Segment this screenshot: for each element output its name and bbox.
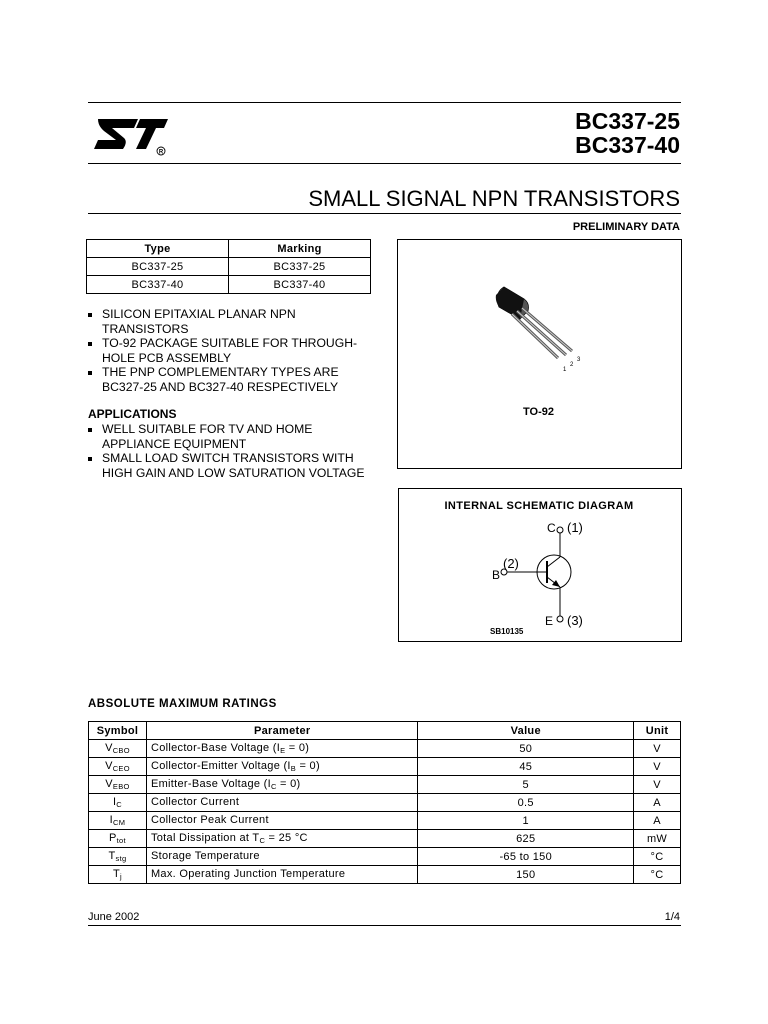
table-row bbox=[89, 794, 681, 812]
marking-header: Marking bbox=[229, 240, 371, 258]
symbol-header: Symbol bbox=[89, 722, 147, 740]
preliminary-data-label: PRELIMINARY DATA bbox=[572, 221, 680, 233]
value-cell: 50 bbox=[418, 740, 634, 758]
footer-rule bbox=[88, 925, 681, 926]
marking-cell: BC337-25 bbox=[229, 258, 371, 276]
parameter-header: Parameter bbox=[146, 722, 418, 740]
to92-package-illustration bbox=[490, 285, 590, 380]
ratings-table bbox=[88, 721, 681, 884]
unit-cell: V bbox=[634, 776, 681, 794]
st-logo-icon bbox=[90, 109, 170, 159]
table-row bbox=[87, 276, 371, 294]
collector-pin-number: (1) bbox=[567, 520, 583, 535]
value-cell: 150 bbox=[418, 866, 634, 884]
parameter-cell: Collector Current bbox=[146, 794, 418, 812]
marking-cell: BC337-40 bbox=[229, 276, 371, 294]
unit-cell: A bbox=[634, 812, 681, 830]
collector-label: C bbox=[547, 521, 556, 535]
list-item: SMALL LOAD SWITCH TRANSISTORS WITH HIGH GAIN AND LOW SATURATION VOLTAGE bbox=[88, 451, 378, 480]
pin-label-1: 1 bbox=[563, 367, 567, 373]
emitter-pin-number: (3) bbox=[567, 613, 583, 628]
unit-cell: A bbox=[634, 794, 681, 812]
list-item: SILICON EPITAXIAL PLANAR NPN TRANSISTORS bbox=[88, 307, 378, 336]
emitter-label: E bbox=[545, 614, 554, 628]
value-cell: 45 bbox=[418, 758, 634, 776]
symbol-cell: $V_{EBO}$ bbox=[89, 776, 147, 794]
parameter-cell: Collector-Base Voltage $(I_E = 0)$ bbox=[146, 740, 418, 758]
type-header: Type bbox=[87, 240, 229, 258]
package-label: TO-92 bbox=[523, 406, 554, 418]
value-cell: 1 bbox=[418, 812, 634, 830]
unit-header: Unit bbox=[634, 722, 681, 740]
unit-cell: °C bbox=[634, 866, 681, 884]
base-label: B bbox=[492, 568, 501, 582]
svg-text:R: R bbox=[158, 149, 164, 156]
symbol-cell: $I_{CM}$ bbox=[89, 812, 147, 830]
list-item: TO-92 PACKAGE SUITABLE FOR THROUGH-HOLE PCB ASSEMBLY bbox=[88, 336, 378, 365]
parameter-cell: Max. Operating Junction Temperature bbox=[146, 866, 418, 884]
part-number-2: BC337-40 bbox=[575, 132, 680, 158]
symbol-cell: $I_C$ bbox=[89, 794, 147, 812]
unit-cell: V bbox=[634, 758, 681, 776]
applications-list bbox=[88, 422, 378, 480]
page-title: SMALL SIGNAL NPN TRANSISTORS bbox=[308, 186, 680, 211]
type-marking-table bbox=[86, 239, 371, 294]
symbol-cell: $V_{CBO}$ bbox=[89, 740, 147, 758]
symbol-cell: $P_{tot}$ bbox=[89, 830, 147, 848]
table-row bbox=[89, 758, 681, 776]
value-cell: 0.5 bbox=[418, 794, 634, 812]
parameter-cell: Total Dissipation at $T_C = 25$ °C bbox=[146, 830, 418, 848]
part-number-1: BC337-25 bbox=[575, 108, 680, 134]
features-list bbox=[88, 307, 378, 395]
pin-label-2: 2 bbox=[570, 362, 574, 368]
value-header: Value bbox=[418, 722, 634, 740]
schematic-title: INTERNAL SCHEMATIC DIAGRAM bbox=[444, 500, 634, 512]
type-cell: BC337-25 bbox=[87, 258, 229, 276]
table-row bbox=[89, 848, 681, 866]
list-item: THE PNP COMPLEMENTARY TYPES ARE BC327-25 AND BC327-40 RESPECTIVELY bbox=[88, 365, 378, 394]
table-row bbox=[89, 866, 681, 884]
table-row bbox=[89, 812, 681, 830]
unit-cell: V bbox=[634, 740, 681, 758]
table-row bbox=[87, 258, 371, 276]
value-cell: 625 bbox=[418, 830, 634, 848]
schematic-code: SB10135 bbox=[490, 627, 524, 636]
ratings-heading: ABSOLUTE MAXIMUM RATINGS bbox=[88, 698, 277, 710]
table-header-row bbox=[87, 240, 371, 258]
parameter-cell: Collector Peak Current bbox=[146, 812, 418, 830]
pin-label-3: 3 bbox=[577, 357, 581, 363]
footer-date: June 2002 bbox=[88, 911, 140, 923]
table-row bbox=[89, 830, 681, 848]
table-header-row bbox=[89, 722, 681, 740]
value-cell: -65 to 150 bbox=[418, 848, 634, 866]
top-rule bbox=[88, 102, 681, 103]
table-row bbox=[89, 776, 681, 794]
symbol-cell: $T_j$ bbox=[89, 866, 147, 884]
base-pin-number: (2) bbox=[503, 556, 519, 571]
footer-page-number: 1/4 bbox=[664, 911, 680, 923]
unit-cell: mW bbox=[634, 830, 681, 848]
header-rule bbox=[88, 163, 681, 164]
table-row bbox=[89, 740, 681, 758]
value-cell: 5 bbox=[418, 776, 634, 794]
symbol-cell: $V_{CEO}$ bbox=[89, 758, 147, 776]
type-cell: BC337-40 bbox=[87, 276, 229, 294]
symbol-cell: $T_{stg}$ bbox=[89, 848, 147, 866]
applications-heading: APPLICATIONS bbox=[88, 407, 177, 421]
parameter-cell: Collector-Emitter Voltage $(I_B = 0)$ bbox=[146, 758, 418, 776]
unit-cell: °C bbox=[634, 848, 681, 866]
list-item: WELL SUITABLE FOR TV AND HOME APPLIANCE EQUIPMENT bbox=[88, 422, 378, 451]
title-rule bbox=[88, 213, 681, 214]
parameter-cell: Storage Temperature bbox=[146, 848, 418, 866]
parameter-cell: Emitter-Base Voltage $(I_C = 0)$ bbox=[146, 776, 418, 794]
